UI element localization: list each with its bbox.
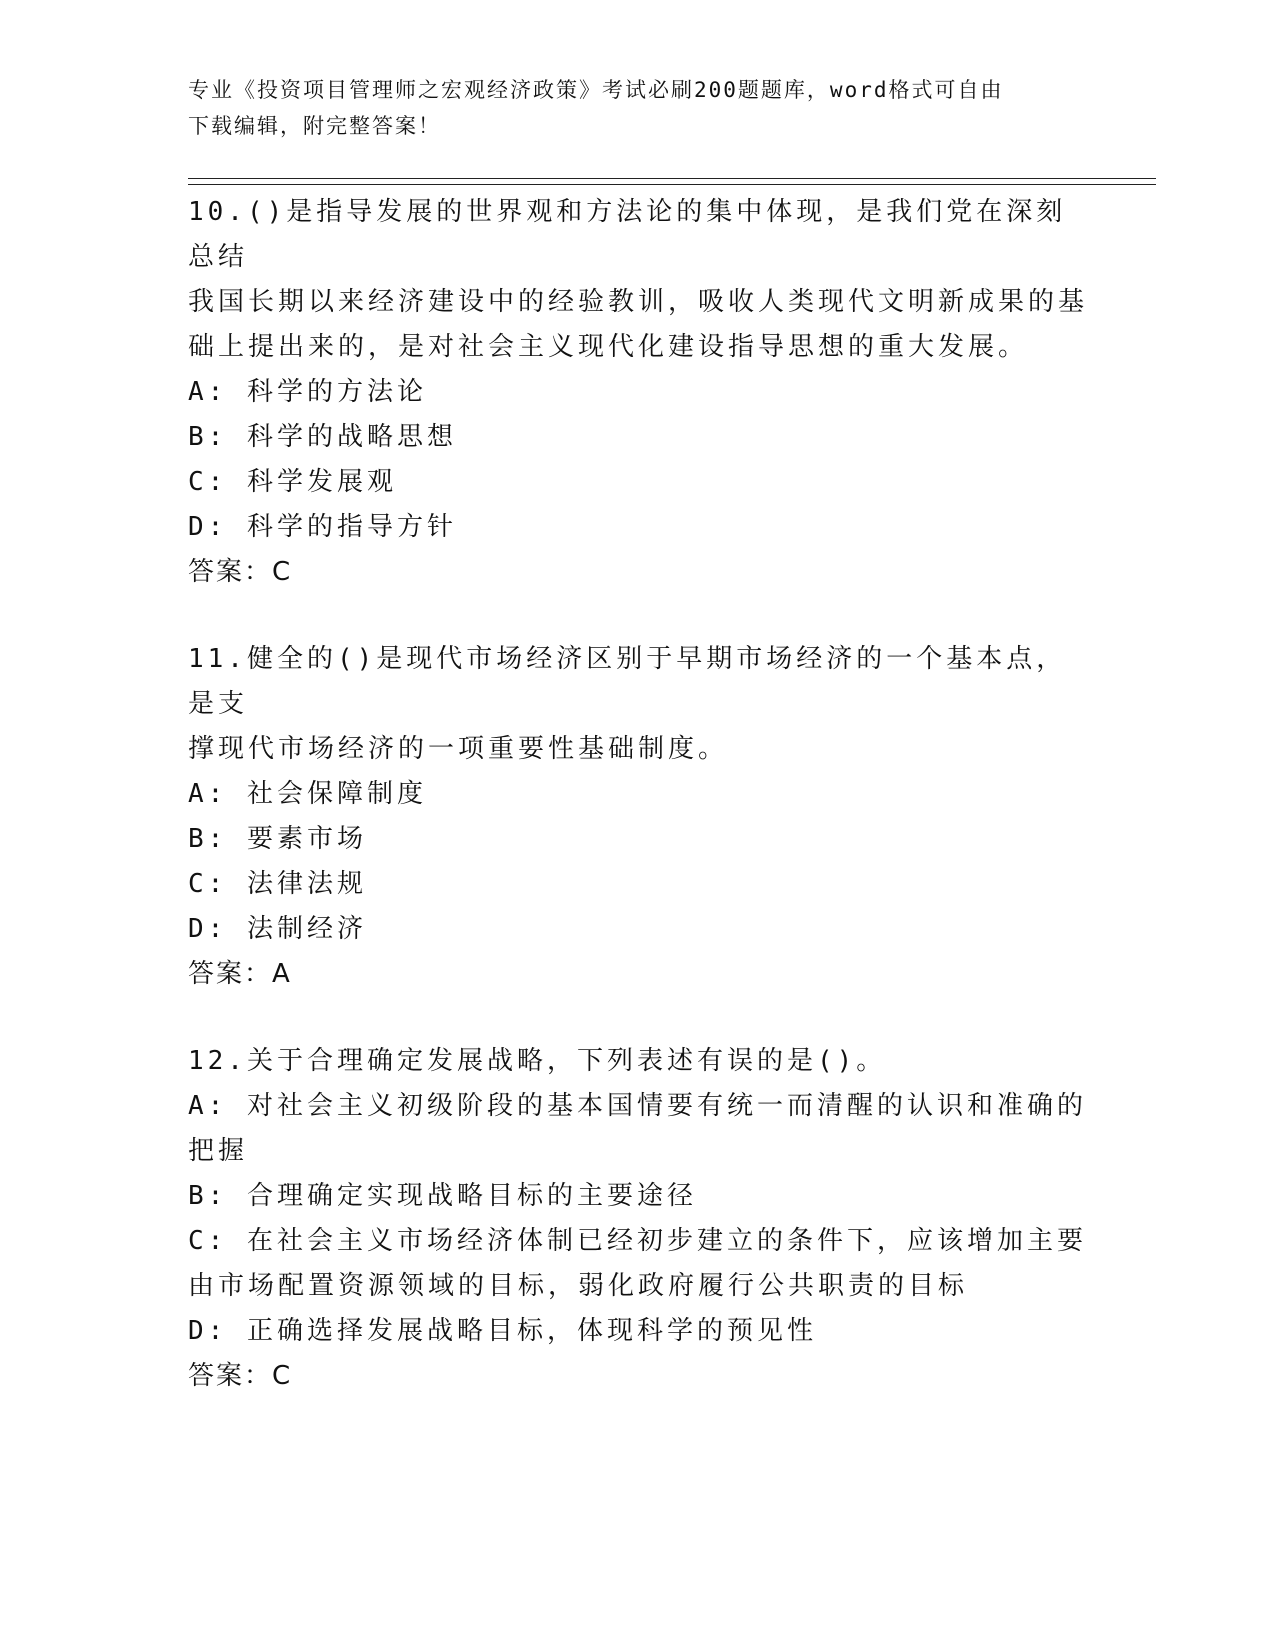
question-12: [188, 1039, 1088, 1399]
answer-label: 答案：A: [188, 959, 292, 989]
question-text: [188, 1039, 1088, 1084]
option-d: D: 法制经济: [188, 914, 367, 944]
header-divider: [188, 178, 1156, 185]
document-header: [188, 72, 1068, 144]
question-text-line: 撑现代市场经济的一项重要性基础制度。: [188, 734, 729, 764]
option-b: B: 科学的战略思想: [188, 422, 457, 452]
option-c: C: 科学发展观: [188, 467, 397, 497]
question-text-line: 11.健全的()是现代市场经济区别于早期市场经济的一个基本点，是支: [188, 644, 1067, 719]
question-text-line: 10.()是指导发展的世界观和方法论的集中体现，是我们党在深刻总结: [188, 197, 1067, 272]
header-line-1: 专业《投资项目管理师之宏观经济政策》考试必刷200题题库，word格式可自由: [188, 78, 1004, 102]
option-c: C: 法律法规: [188, 869, 367, 899]
option-a: A: 对社会主义初级阶段的基本国情要有统一而清醒的认识和准确的把握: [188, 1091, 1087, 1166]
option-b: B: 合理确定实现战略目标的主要途径: [188, 1181, 697, 1211]
option-c: C: 在社会主义市场经济体制已经初步建立的条件下，应该增加主要由市场配置资源领域的目标，弱化政府履行公共职责的目标: [188, 1226, 1087, 1301]
answer-label: 答案：C: [188, 557, 293, 587]
answer-label: 答案：C: [188, 1361, 293, 1391]
option-a: A: 社会保障制度: [188, 779, 427, 809]
header-line-2: 下载编辑，附完整答案！: [188, 114, 441, 138]
option-b: B: 要素市场: [188, 824, 367, 854]
question-text-line: 础上提出来的，是对社会主义现代化建设指导思想的重大发展。: [188, 332, 1029, 362]
question-10: [188, 190, 1088, 595]
question-text-line: 我国长期以来经济建设中的经验教训，吸收人类现代文明新成果的基: [188, 287, 1089, 317]
option-a: A: 科学的方法论: [188, 377, 427, 407]
question-text: [188, 190, 1088, 370]
option-d: D: 科学的指导方针: [188, 512, 457, 542]
option-d: D: 正确选择发展战略目标，体现科学的预见性: [188, 1316, 817, 1346]
question-text-line: 12.关于合理确定发展战略，下列表述有误的是()。: [188, 1046, 887, 1076]
question-text: [188, 637, 1088, 772]
question-11: [188, 637, 1088, 997]
question-list: [188, 190, 1088, 1441]
